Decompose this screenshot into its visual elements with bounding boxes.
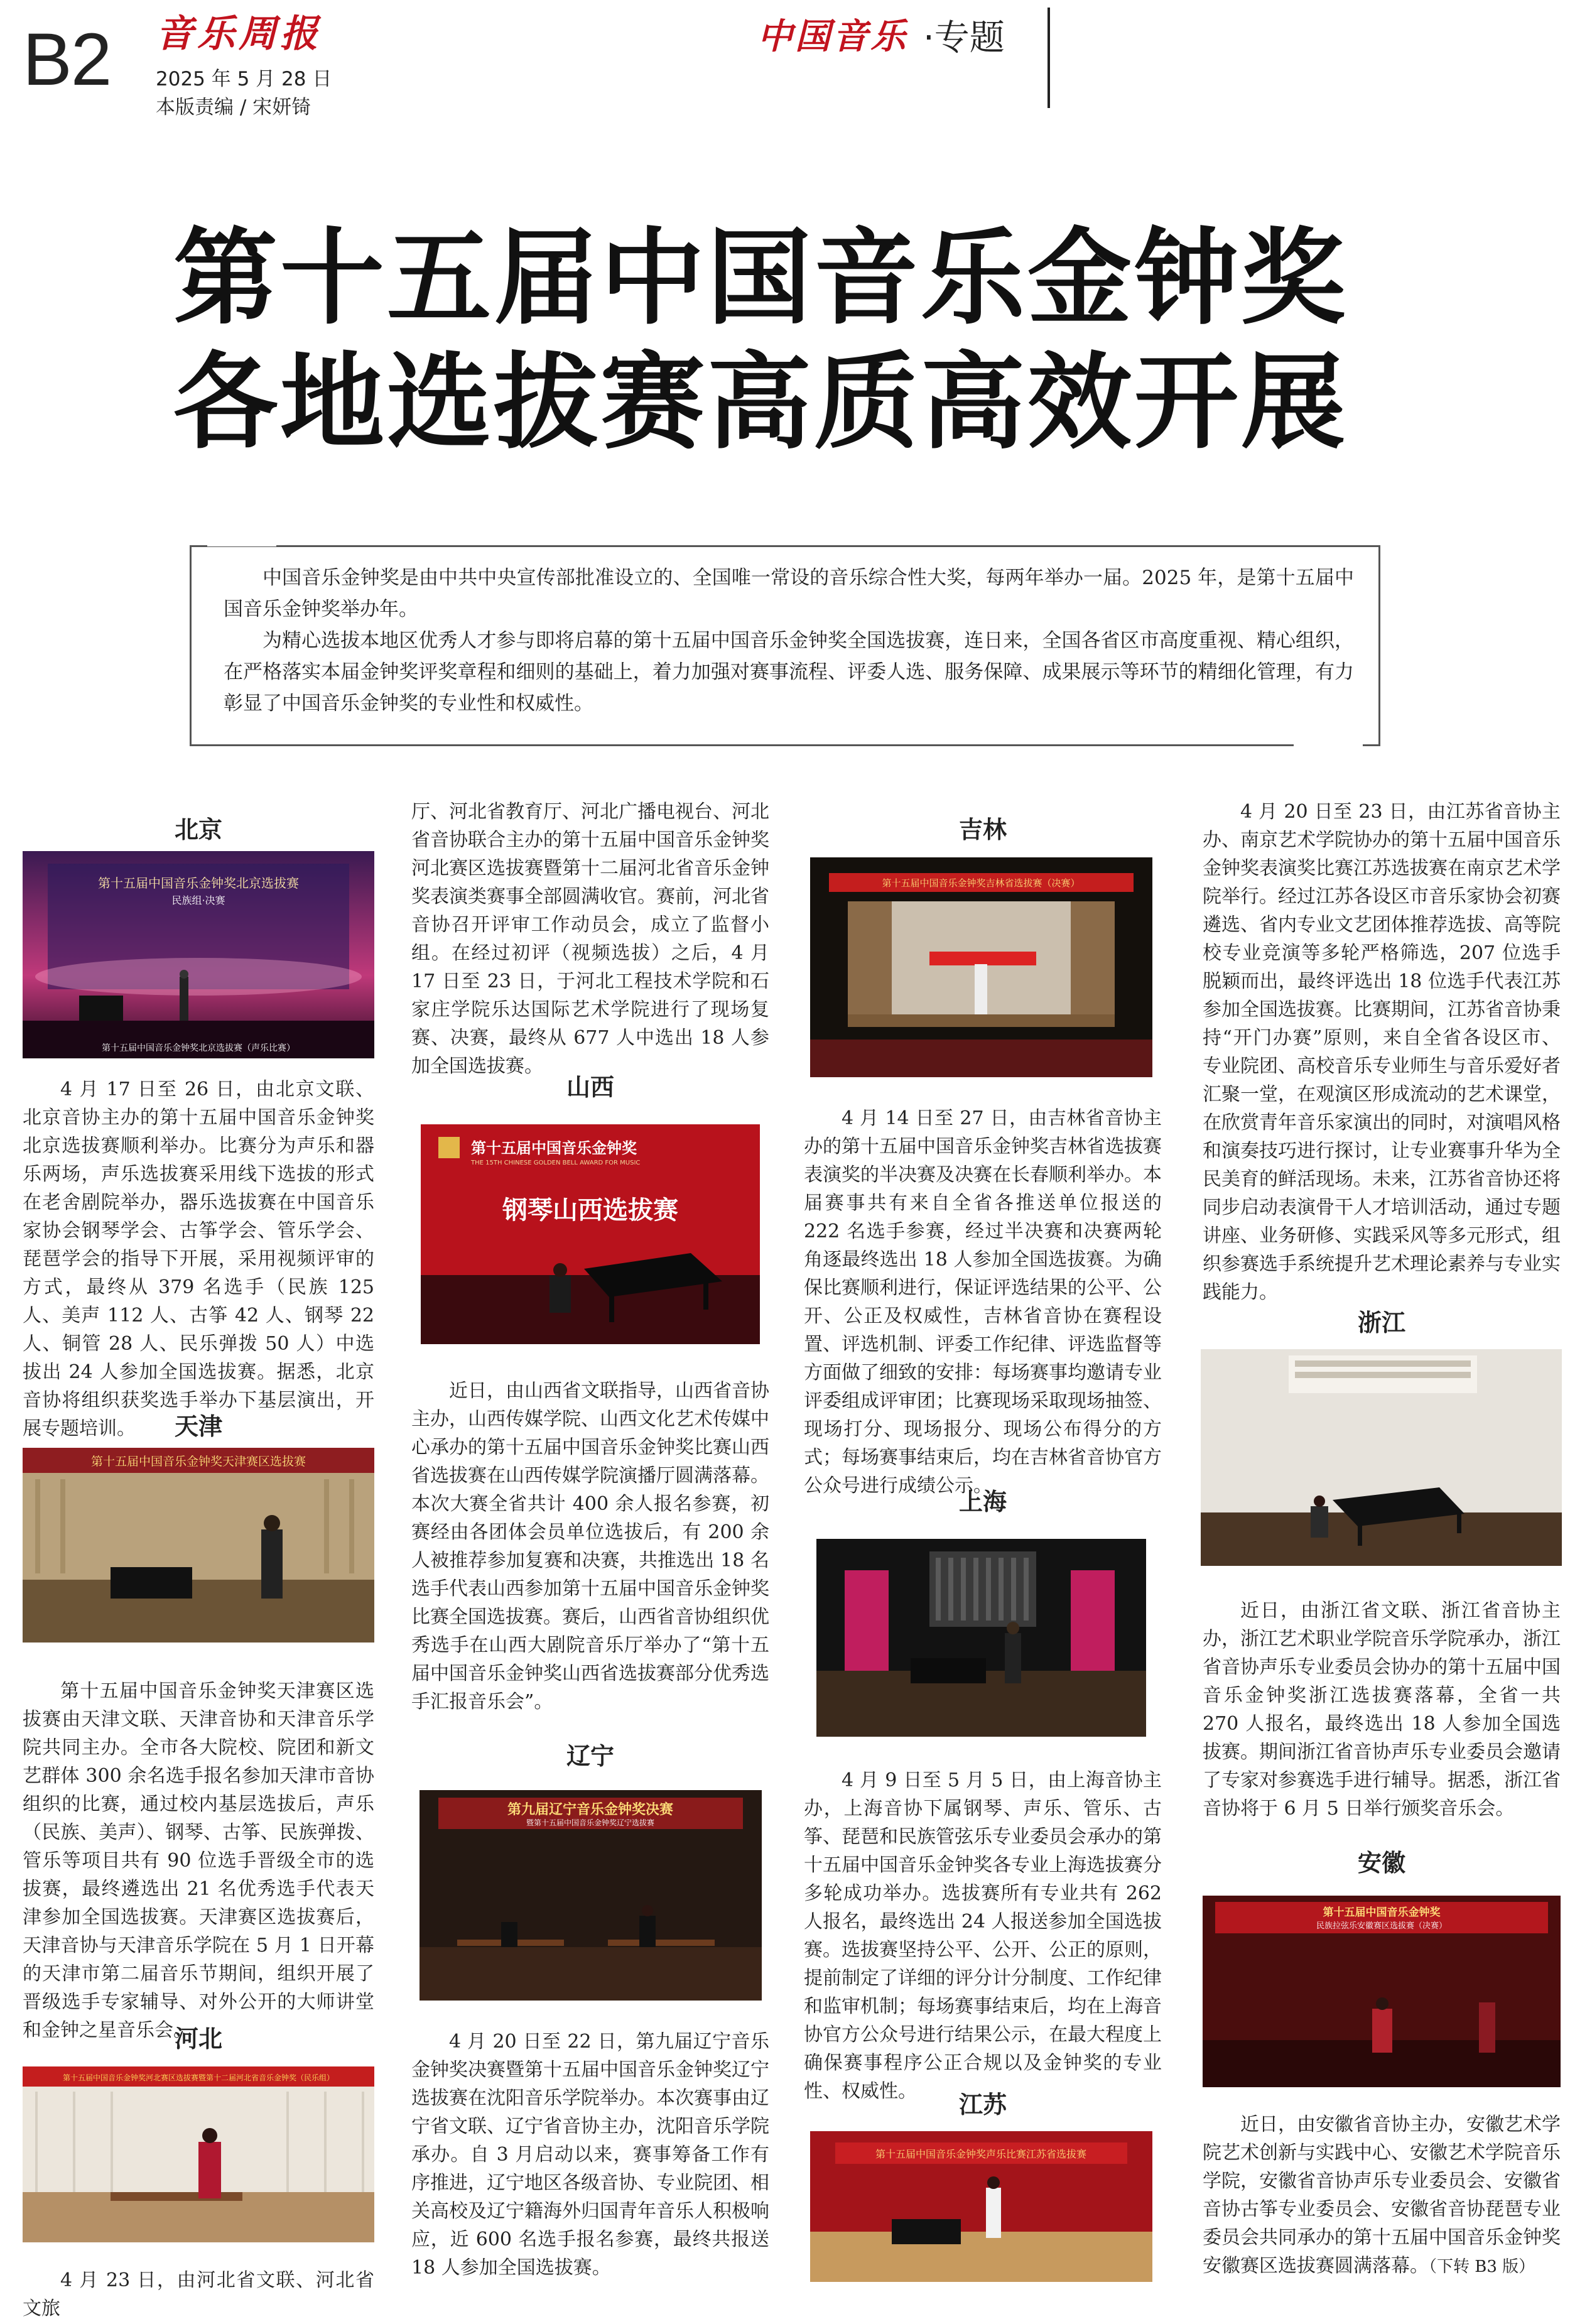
region-title-anhui: 安徽 bbox=[1357, 1849, 1405, 1877]
page-number: B2 bbox=[23, 18, 111, 101]
issue-date: 2025 年 5 月 28 日 bbox=[156, 68, 332, 90]
article-text: 近日，由安徽省音协主办，安徽艺术学院艺术创新与实践中心、安徽艺术学院音乐学院，安徽省音协声乐专业委员会、安徽省音协古筝专业委员会、安徽省音协琵琶专业委员会共同承办的第十五届中国音乐金钟奖安徽赛区选拔赛圆满落幕。（下转 B3 版） bbox=[1203, 2114, 1561, 2277]
article-text: 4 月 9 日至 5 月 5 日，由上海音协主办，上海音协下属钢琴、声乐、管乐、古筝、琵琶和民族管弦乐专业委员会承办的第十五届中国音乐金钟奖各专业上海选拔赛分多轮成功举办。选拔赛所有专业共有 262 人报名，最终选出 24 人报送参加全国选拔赛。选拔赛坚持公平、公开、公正的原则，提前制定了详细的评分计分制度、工作纪律和监审机制；每场赛事结束后，均在上海音协官方公众号进行结果公示，在最大程度上确保赛事程序公正合规以及金钟奖的专业性、权威性。 bbox=[804, 1769, 1162, 2102]
article-text: 近日，由浙江省文联、浙江省音协主办，浙江艺术职业学院音乐学院承办，浙江省音协声乐专业委员会协办的第十五届中国音乐金钟奖浙江选拔赛落幕，全省一共 270 人报名，最终选出 18 人参加全国选拔赛。期间浙江省音协声乐专业委员会邀请了专家对参赛选手进行辅导。据悉，浙江省音协将于 6 月 5 日举行颁奖音乐会。 bbox=[1203, 1600, 1561, 1820]
region-title-jilin: 吉林 bbox=[958, 816, 1007, 844]
article-text: 4 月 14 日至 27 日，由吉林省音协主办的第十五届中国音乐金钟奖吉林省选拔赛表演奖的半决赛及决赛在长春顺利举办。本届赛事共有来自全省各推送单位报送的 222 名选手参赛，经过半决赛和决赛两轮角逐最终选出 18 人参加全国选拔赛。为确保比赛顺利进行，保证评选结果的公平、公开、公正及权威性，吉林省音协在赛程设置、评选机制、评委工作纪律、评选监督等方面做了细致的安排：每场赛事均邀请专业评委组成评审团；比赛现场采取现场抽签、现场打分、现场报分、现场公布得分的方式；每场赛事结束后，均在吉林省音协官方公众号进行成绩公示。 bbox=[804, 1107, 1162, 1497]
anhui-photo bbox=[1203, 1896, 1561, 2087]
intro-paragraph: 为精心选拔本地区优秀人才参与即将启幕的第十五届中国音乐金钟奖全国选拔赛，连日来，全国各省区市高度重视、精心组织，在严格落实本届金钟奖评奖章程和细则的基础上，着力加强对赛事流程、评委人选、服务保障、成果展示等环节的精细化管理，有力彰显了中国音乐金钟奖的专业性和权威性。 bbox=[224, 629, 1354, 715]
shanxi-banner-sub: 钢琴山西选拔赛 bbox=[502, 1196, 678, 1225]
liaoning-banner-sub: 暨第十五届中国音乐金钟奖辽宁选拔赛 bbox=[526, 1818, 655, 1827]
beijing-article bbox=[23, 1075, 374, 1443]
article-text: 近日，由山西省文联指导，山西省音协主办，山西传媒学院、山西文化艺术传媒中心承办的第十五届中国音乐金钟奖比赛山西省选拔赛在山西传媒学院演播厅圆满落幕。本次大赛全省共计 400 余人报名参赛，初赛经由各团体会员单位选拔后，有 200 余人被推荐参加复赛和决赛，共推选出 18 名选手代表山西参加第十五届中国音乐金钟奖比赛全国选拔赛。赛后，山西省音协组织优秀选手在山西大剧院音乐厅举办了“第十五届中国音乐金钟奖山西省选拔赛部分优秀选手汇报音乐会”。 bbox=[411, 1380, 769, 1713]
region-title-zhejiang: 浙江 bbox=[1357, 1309, 1405, 1337]
tianjin-article bbox=[23, 1677, 374, 2044]
anhui-banner-sub: 民族拉弦乐安徽赛区选拔赛（决赛） bbox=[1316, 1921, 1448, 1931]
jilin-banner-text: 第十五届中国音乐金钟奖吉林省选拔赛（决赛） bbox=[882, 877, 1080, 889]
headline-line-2: 各地选拔赛高质高效开展 bbox=[173, 342, 1348, 464]
jiangsu-article bbox=[1203, 798, 1561, 1306]
region-title-shanxi: 山西 bbox=[566, 1073, 614, 1101]
article-text: 4 月 17 日至 26 日，由北京文联、北京音协主办的第十五届中国音乐金钟奖北京选拔赛顺利举办。比赛分为声乐和器乐两场，声乐选拔赛采用线下选拔的形式在老舍剧院举办，器乐选拔赛在中国音乐家协会钢琴学会、古筝学会、管乐学会、琵琶学会的指导下开展，采用视频评审的方式，最终从 379 名选手（民族 125 人、美声 112 人、古筝 42 人、钢琴 22 人、铜管 28 人、民乐弹拨 50 人）中选拔出 24 人参加全国选拔赛。据悉，北京音协将组织获奖选手举办下基层演出，开展专题培训。 bbox=[23, 1078, 374, 1440]
shanghai-photo bbox=[816, 1539, 1146, 1737]
tianjin-banner-text: 第十五届中国音乐金钟奖天津赛区选拔赛 bbox=[90, 1455, 306, 1469]
beijing-banner-sub: 民族组·决赛 bbox=[171, 894, 225, 906]
beijing-banner-text: 第十五届中国音乐金钟奖北京选拔赛 bbox=[98, 876, 299, 891]
zhejiang-article bbox=[1203, 1597, 1561, 1823]
article-text: 4 月 20 日至 23 日，由江苏省音协主办、南京艺术学院协办的第十五届中国音乐金钟奖表演奖比赛江苏选拔赛在南京艺术学院举行。经过江苏各设区市音乐家协会初赛遴选、省内专业文艺团体推荐选拔、高等院校专业竞演等多轮严格筛选，207 位选手脱颖而出，最终评选出 18 位选手代表江苏参加全国选拔赛。比赛期间，江苏省音协秉持“开门办赛”原则，来自全省各设区市、专业院团、高校音乐专业师生与音乐爱好者汇聚一堂，在观演区形成流动的艺术课堂，在欣赏青年音乐家演出的同时，对演唱风格和演奏技巧进行探讨，让专业赛事升华为全民美育的鲜活现场。未来，江苏省音协还将同步启动表演骨干人才培训活动，通过专题讲座、业务研修、实践采风等多元形式，组织参赛选手系统提升艺术理论素养与专业实践能力。 bbox=[1203, 801, 1561, 1303]
hebei-article-cont bbox=[411, 798, 769, 1080]
jilin-photo bbox=[810, 857, 1152, 1077]
article-text: 第十五届中国音乐金钟奖天津赛区选拔赛由天津文联、天津音协和天津音乐学院共同主办。全市各大院校、院团和新文艺群体 300 余名选手报名参加天津市音协组织的比赛，通过校内基层选拔后，声乐（民族、美声）、钢琴、古筝、民族弹拨、管乐等项目共有 90 位选手晋级全市的选拔赛，最终遴选出 21 名优秀选手代表天津参加全国选拔赛。天津赛区选拔赛后，天津音协与天津音乐学院在 5 月 1 日开幕的天津市第二届音乐节期间，组织开展了晋级选手专家辅导、对外公开的大师讲堂和金钟之星音乐会。 bbox=[23, 1680, 374, 2041]
shanxi-article bbox=[411, 1377, 769, 1716]
region-title-tianjin: 天津 bbox=[174, 1413, 222, 1440]
continued-note: （下转 B3 版） bbox=[1429, 2257, 1535, 2276]
region-title-jiangsu: 江苏 bbox=[958, 2091, 1007, 2119]
jilin-article bbox=[804, 1104, 1162, 1500]
intro-paragraph: 中国音乐金钟奖是由中共中央宣传部批准设立的、全国唯一常设的音乐综合性大奖，每两年举办一届。2025 年，是第十五届中国音乐金钟奖举办年。 bbox=[224, 567, 1354, 621]
column-logo: 中国音乐 bbox=[757, 16, 908, 57]
masthead-divider bbox=[1048, 8, 1050, 108]
beijing-photo bbox=[23, 851, 374, 1058]
article-text: 厅、河北省教育厅、河北广播电视台、河北省音协联合主办的第十五届中国音乐金钟奖河北赛区选拔赛暨第十二届河北省音乐金钟奖表演类赛事全部圆满收官。赛前，河北省音协召开评审工作动员会，成立了监督小组。在经过初评（视频选拔）之后，4 月 17 日至 23 日，于河北工程技术学院和石家庄学院乐达国际艺术学院进行了现场复赛、决赛，最终从 677 人中选出 18 人参加全国选拔赛。 bbox=[411, 801, 769, 1077]
headline bbox=[173, 217, 1417, 465]
intro-text bbox=[224, 562, 1354, 719]
liaoning-article bbox=[411, 2028, 769, 2282]
region-title-shanghai: 上海 bbox=[958, 1488, 1007, 1516]
shanghai-article bbox=[804, 1766, 1162, 2105]
liaoning-banner-text: 第九届辽宁音乐金钟奖决赛 bbox=[507, 1802, 674, 1818]
tianjin-photo bbox=[23, 1448, 374, 1643]
hebei-article-start bbox=[23, 2266, 374, 2323]
page-editor: 本版责编 / 宋妍锜 bbox=[156, 96, 311, 119]
article-text: 4 月 20 日至 22 日，第九届辽宁音乐金钟奖决赛暨第十五届中国音乐金钟奖辽宁选拔赛在沈阳音乐学院举办。本次赛事由辽宁省文联、辽宁省音协主办，沈阳音乐学院承办。自 3 月启动以来，赛事筹备工作有序推进，辽宁地区各级音协、专业院团、相关高校及辽宁籍海外归国青年音乐人积极响应，近 600 名选手报名参赛，最终共报送 18 人参加全国选拔赛。 bbox=[411, 2031, 769, 2279]
shanxi-photo bbox=[421, 1124, 760, 1344]
jiangsu-photo bbox=[810, 2131, 1152, 2282]
shanxi-banner-text: 第十五届中国音乐金钟奖 bbox=[471, 1139, 637, 1157]
region-title-hebei: 河北 bbox=[174, 2025, 222, 2053]
jiangsu-banner-text: 第十五届中国音乐金钟奖声乐比赛江苏省选拔赛 bbox=[875, 2148, 1087, 2160]
region-title-liaoning: 辽宁 bbox=[566, 1742, 614, 1770]
anhui-banner-text: 第十五届中国音乐金钟奖 bbox=[1323, 1906, 1441, 1919]
column-tag: ·专题 bbox=[923, 18, 1005, 58]
headline-line-1: 第十五届中国音乐金钟奖 bbox=[173, 218, 1348, 339]
article-text: 4 月 23 日，由河北省文联、河北省文旅 bbox=[23, 2269, 374, 2320]
zhejiang-photo bbox=[1201, 1349, 1562, 1566]
anhui-article bbox=[1203, 2110, 1561, 2281]
hebei-photo bbox=[23, 2066, 374, 2242]
paper-logo: 音乐周报 bbox=[156, 12, 322, 56]
hebei-banner-text: 第十五届中国音乐金钟奖河北赛区选拔赛暨第十二届河北省音乐金钟奖（民乐组） bbox=[62, 2073, 335, 2082]
liaoning-photo bbox=[420, 1790, 762, 2001]
beijing-photo-caption: 第十五届中国音乐金钟奖北京选拔赛（声乐比赛） bbox=[102, 1043, 295, 1053]
region-title-beijing: 北京 bbox=[174, 816, 222, 844]
shanxi-banner-en: THE 15TH CHINESE GOLDEN BELL AWARD FOR MUSIC bbox=[471, 1159, 641, 1166]
